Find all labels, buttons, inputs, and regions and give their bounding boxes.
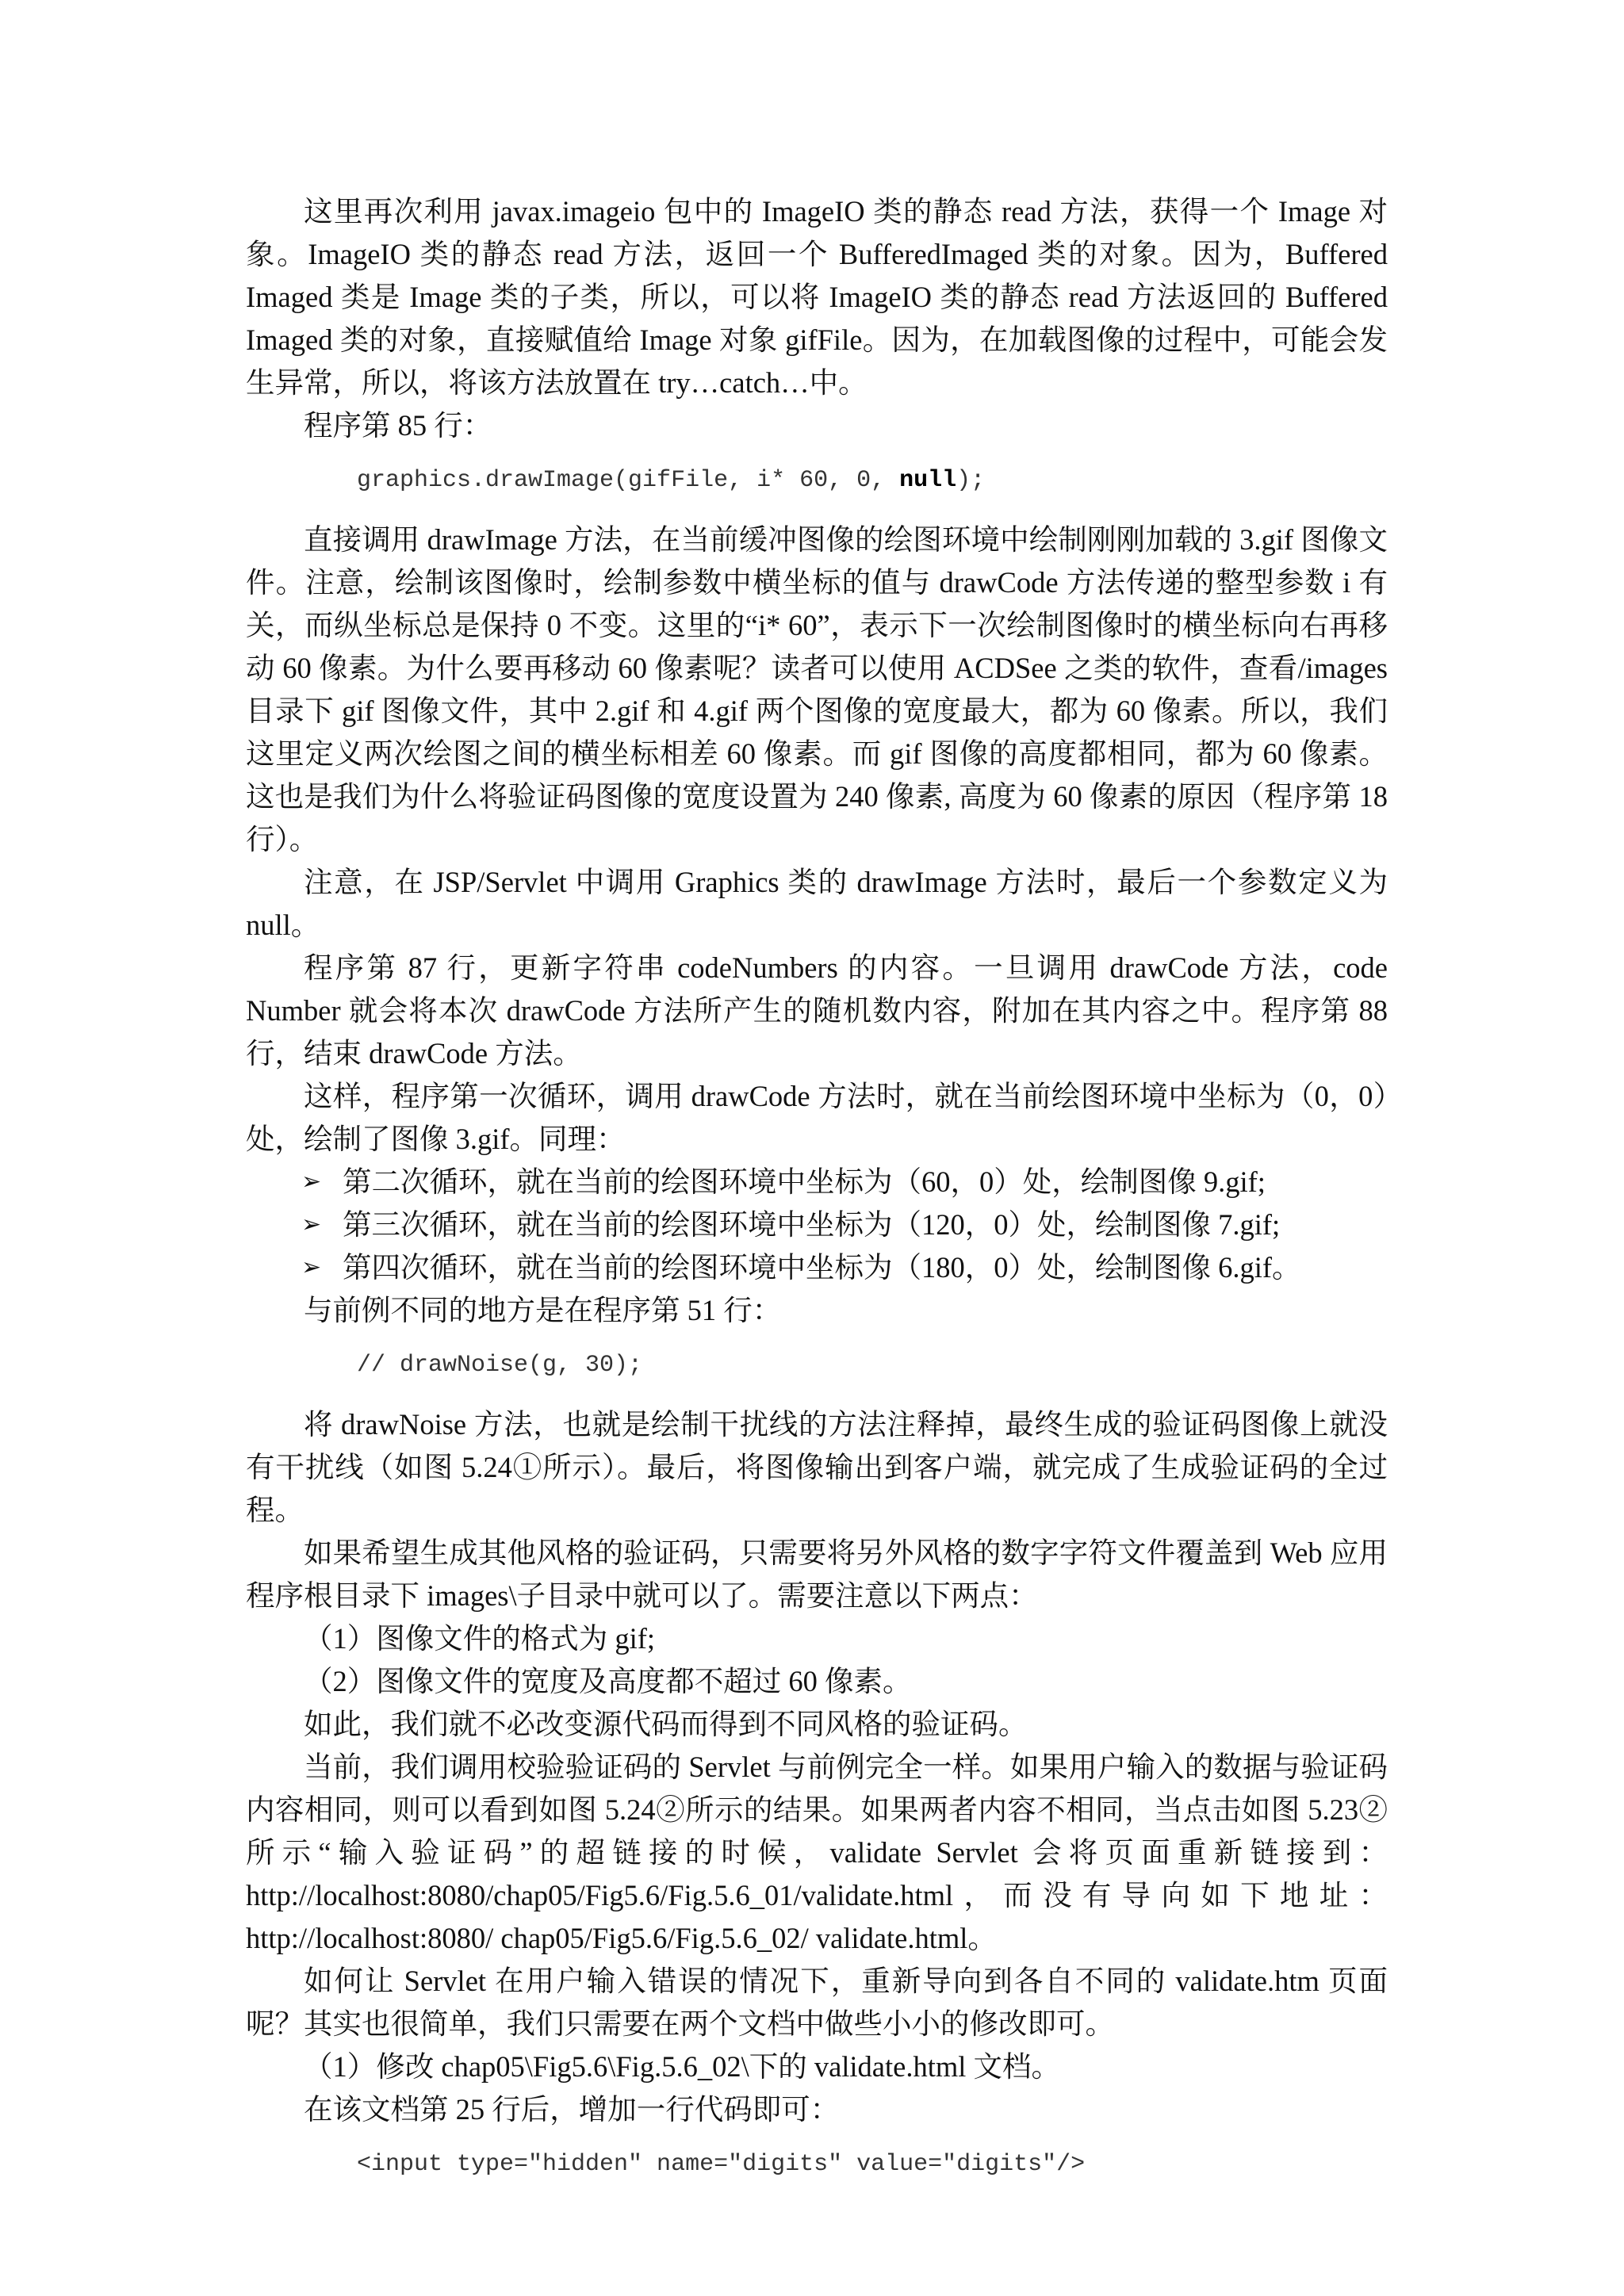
list-item-text: 第四次循环，就在当前的绘图环境中坐标为（180，0）处，绘制图像 6.gif。 [343,1251,1301,1284]
paragraph: （2）图像文件的宽度及高度都不超过 60 像素。 [304,1665,912,1697]
list-item-text: 第二次循环，就在当前的绘图环境中坐标为（60，0）处，绘制图像 9.gif; [343,1165,1266,1198]
paragraph: 在该文档第 25 行后，增加一行代码即可： [304,2093,840,2126]
code-text: <input type="hidden" name="digits" value="digits"/> [357,2151,1086,2178]
list-item [246,1203,1388,1246]
paragraph: 将 drawNoise 方法，也就是绘制干扰线的方法注释掉，最终生成的验证码图像上就没有干扰线（如图 5.24①所示）。最后，将图像输出到客户端，就完成了生成验证码的全过程。 [246,1408,1388,1526]
paragraph: 注意，在 JSP/Servlet 中调用 Graphics 类的 drawImage 方法时，最后一个参数定义为 null。 [246,866,1388,941]
paragraph: 与前例不同的地方是在程序第 51 行： [304,1294,782,1326]
arrow-bullet-icon: ➢ [301,1253,322,1281]
paragraph: 程序第 87 行，更新字符串 codeNumbers 的内容。一旦调用 drawCode 方法，code Number 就会将本次 drawCode 方法所产生的随机数内容，附加在其内容之中。程序第 88 行，结束 drawCode 方法。 [246,951,1388,1070]
code-keyword: null [899,467,957,494]
paragraph: （1）图像文件的格式为 gif; [304,1622,656,1655]
paragraph: 这里再次利用 javax.imageio 包中的 ImageIO 类的静态 read 方法，获得一个 Image 对象。ImageIO 类的静态 read 方法，返回一个 BufferedImaged 类的对象。因为，Buffered Imaged 类是 Image 类的子类，所以，可以将 ImageIO 类的静态 read 方法返回的 Buffered Imaged 类的对象，直接赋值给 Image 对象 gifFile。因为，在加载图像的过程中，可能会发生异常，所以，将该方法放置在 try…catch…中。 [246,195,1388,399]
code-block [246,1346,1388,1384]
code-block [246,2145,1388,2183]
paragraph: 程序第 85 行： [304,409,492,442]
paragraph: 这样，程序第一次循环，调用 drawCode 方法时，就在当前绘图环境中坐标为（0，0）处，绘制了图像 3.gif。同理： [246,1080,1388,1155]
list-item [246,1161,1388,1203]
code-text: // drawNoise(g, 30); [357,1352,643,1379]
paragraph: 直接调用 drawImage 方法，在当前缓冲图像的绘图环境中绘制刚刚加载的 3.gif 图像文件。注意，绘制该图像时，绘制参数中横坐标的值与 drawCode 方法传递的整型参数 i 有关，而纵坐标总是保持 0 不变。这里的“i* 60”，表示下一次绘制图像时的横坐标向右再移动 60 像素。为什么要再移动 60 像素呢？读者可以使用 ACDSee 之类的软件，查看/images 目录下 gif 图像文件，其中 2.gif 和 4.gif 两个图像的宽度最大，都为 60 像素。所以，我们这里定义两次绘图之间的横坐标相差 60 像素。而 gif 图像的高度都相同，都为 60 像素。这也是我们为什么将验证码图像的宽度设置为 240 像素, 高度为 60 像素的原因（程序第 18 行）。 [246,523,1388,855]
code-text: ); [956,467,986,494]
paragraph: 当前，我们调用校验验证码的 Servlet 与前例完全一样。如果用户输入的数据与验证码内容相同，则可以看到如图 5.24②所示的结果。如果两者内容不相同，当点击如图 5.23②所示“输入验证码”的超链接的时候，validate Servlet 会将页面重新链接到：http://localhost:8080/chap05/Fig5.6/Fig.5.6_01/validate.html，而没有导向如下地址：http://localhost:8080/ chap05/Fig5.6/Fig.5.6_02/ validate.html。 [246,1751,1388,1954]
arrow-bullet-icon: ➢ [301,1168,322,1196]
document-page [246,190,1388,2202]
code-text: graphics.drawImage(gifFile, i* 60, 0, [357,467,900,494]
code-block [246,461,1388,499]
paragraph: （1）修改 chap05\Fig5.6\Fig.5.6_02\下的 validate.html 文档。 [304,2050,1061,2083]
paragraph: 如果希望生成其他风格的验证码，只需要将另外风格的数字字符文件覆盖到 Web 应用程序根目录下 images\子目录中就可以了。需要注意以下两点： [246,1536,1388,1612]
paragraph: 如此，我们就不必改变源代码而得到不同风格的验证码。 [304,1708,1028,1740]
paragraph: 如何让 Servlet 在用户输入错误的情况下，重新导向到各自不同的 validate.htm 页面呢？其实也很简单，我们只需要在两个文档中做些小小的修改即可。 [246,1965,1388,2040]
arrow-bullet-icon: ➢ [301,1211,322,1238]
list-item [246,1246,1388,1289]
list-item-text: 第三次循环，就在当前的绘图环境中坐标为（120，0）处，绘制图像 7.gif; [343,1208,1281,1241]
